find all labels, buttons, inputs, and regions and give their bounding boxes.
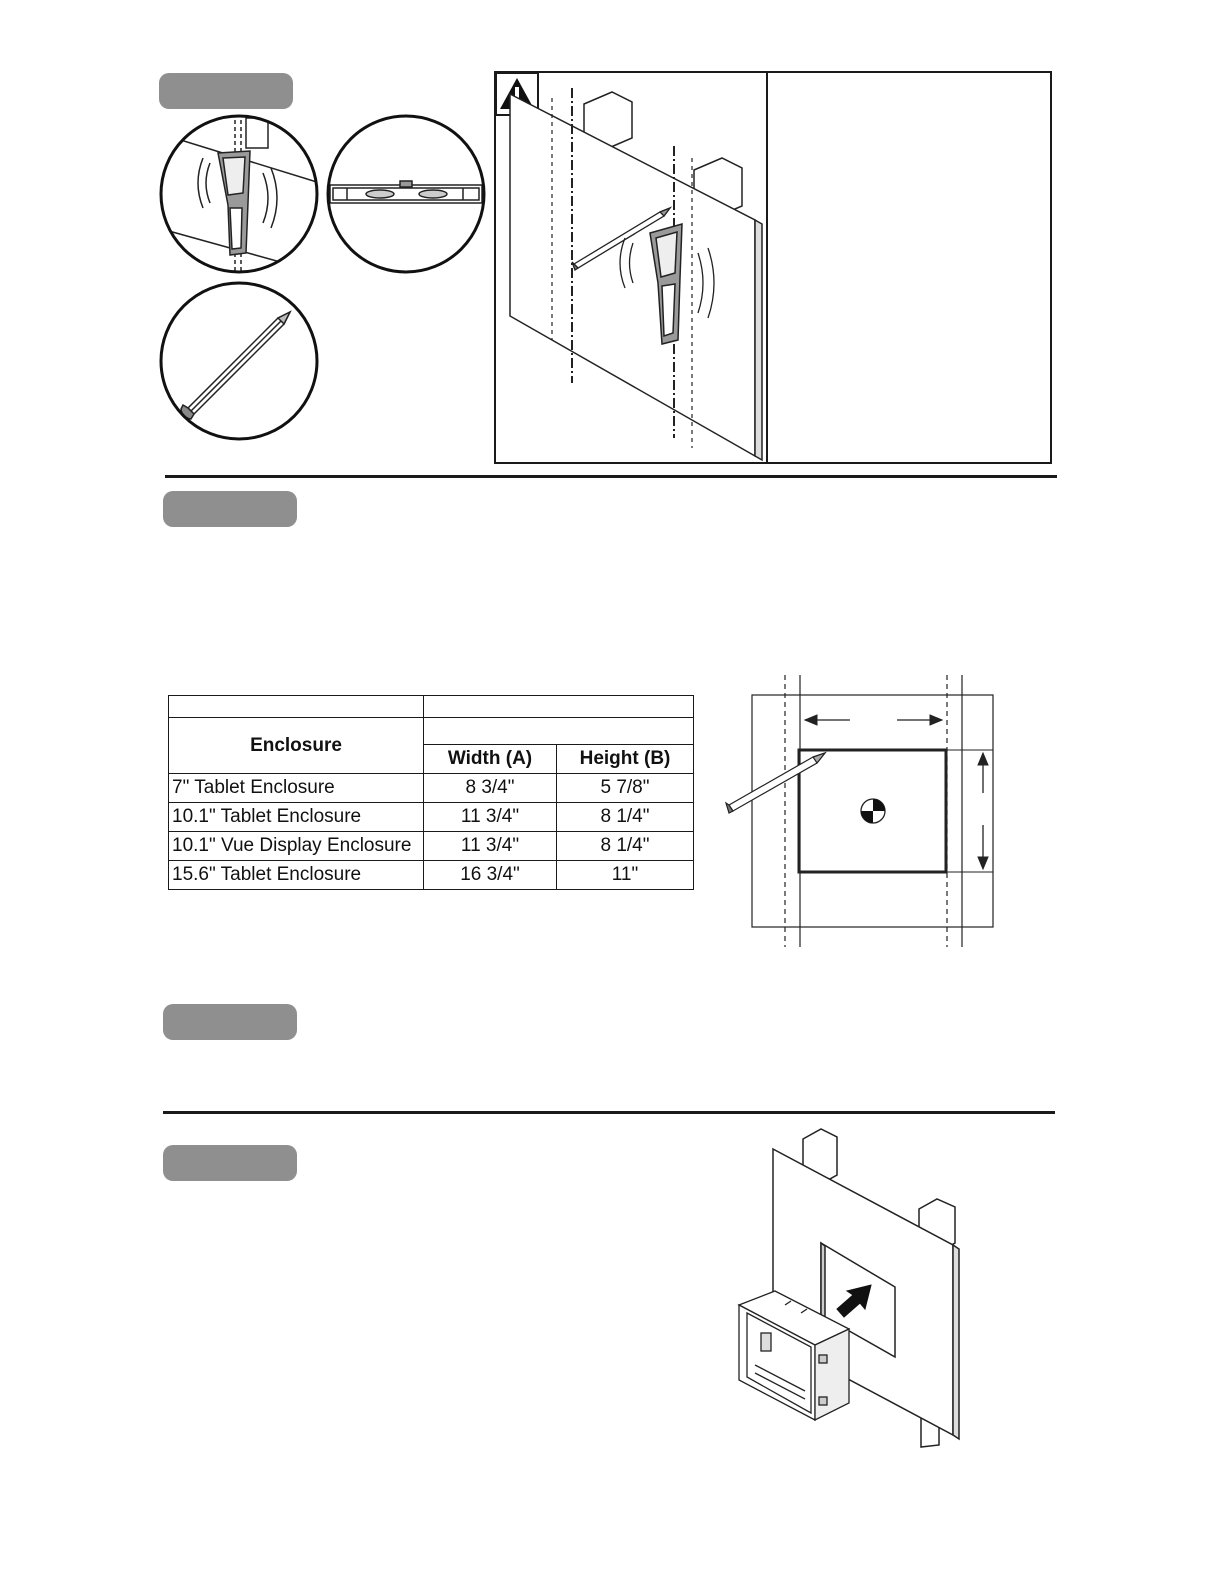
level-tool-illustration xyxy=(325,113,487,275)
table-row xyxy=(169,861,694,890)
stud-locating-illustration xyxy=(500,78,764,460)
enclosure-name: 7" Tablet Enclosure xyxy=(169,774,424,803)
pencil-tool-illustration xyxy=(158,280,320,442)
section-rule-2 xyxy=(163,1111,1055,1114)
enclosure-height: 11" xyxy=(557,861,694,890)
stud-finder-icon xyxy=(218,151,250,255)
table-header-enclosure: Enclosure xyxy=(169,718,424,774)
enclosure-name: 10.1" Vue Display Enclosure xyxy=(169,832,424,861)
enclosure-height: 5 7/8" xyxy=(557,774,694,803)
enclosure-width: 11 3/4" xyxy=(424,832,557,861)
stud-finder-tool-illustration xyxy=(158,113,320,275)
pencil-icon xyxy=(181,312,290,419)
step-badge-2 xyxy=(163,491,297,527)
enclosure-height: 8 1/4" xyxy=(557,832,694,861)
table-row xyxy=(169,803,694,832)
enclosure-width: 8 3/4" xyxy=(424,774,557,803)
step-badge-3 xyxy=(163,1004,297,1040)
cutout-dimensions-table xyxy=(168,695,694,890)
enclosure-height: 8 1/4" xyxy=(557,803,694,832)
table-header-blank-right xyxy=(424,696,694,718)
table-header-blank-left xyxy=(169,696,424,718)
table-header-blank-sub xyxy=(424,718,694,745)
enclosure-width: 16 3/4" xyxy=(424,861,557,890)
enclosure-name: 15.6" Tablet Enclosure xyxy=(169,861,424,890)
cutout-layout-diagram xyxy=(725,675,1005,955)
step-badge-1 xyxy=(159,73,293,109)
enclosure-insertion-illustration xyxy=(725,1125,975,1455)
warning-box-divider xyxy=(766,72,768,463)
table-header-width: Width (A) xyxy=(424,745,557,774)
enclosure-name: 10.1" Tablet Enclosure xyxy=(169,803,424,832)
step-badge-4 xyxy=(163,1145,297,1181)
pencil-icon xyxy=(726,753,825,813)
enclosure-width: 11 3/4" xyxy=(424,803,557,832)
section-rule-1 xyxy=(165,475,1057,478)
level-icon xyxy=(330,181,482,203)
table-row xyxy=(169,774,694,803)
table-row xyxy=(169,832,694,861)
table-header-height: Height (B) xyxy=(557,745,694,774)
center-target-icon xyxy=(861,799,885,823)
